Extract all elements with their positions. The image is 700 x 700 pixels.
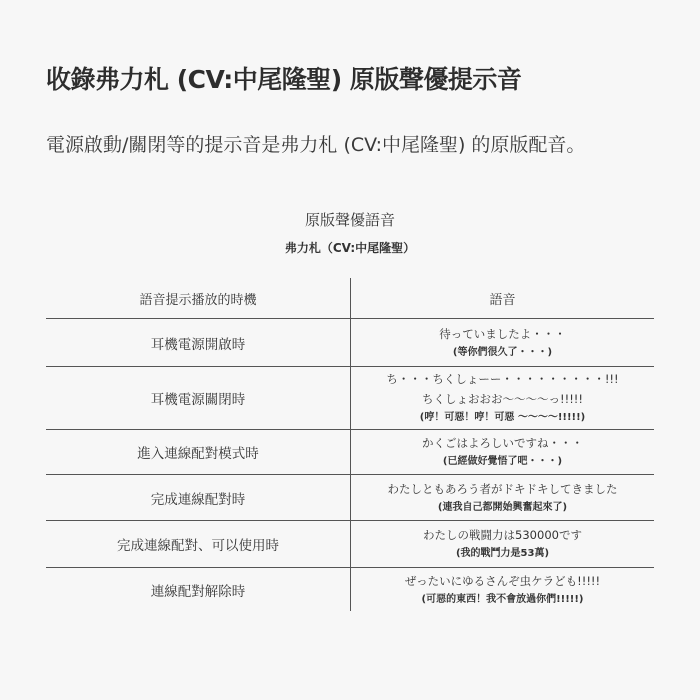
- table-row: [46, 475, 654, 521]
- table-row: [46, 568, 654, 612]
- table-row: [46, 521, 654, 568]
- voice-cell: [351, 475, 655, 521]
- voice-translation: (連我自己都開始興奮起來了): [437, 501, 568, 513]
- trigger-cell: 連線配對解除時: [46, 568, 351, 612]
- voice-japanese-line: わたしの戦闘力は530000です: [423, 528, 582, 542]
- voice-cell: [351, 568, 655, 612]
- voice-translation: (等你們很久了・・・): [452, 346, 553, 358]
- trigger-cell: 耳機電源開啟時: [46, 319, 351, 367]
- voice-cell: [351, 319, 655, 367]
- voice-japanese-line: 待っていましたよ・・・: [439, 326, 566, 341]
- table-subtitle: 弗力札（CV:中尾隆聖）: [284, 241, 416, 255]
- trigger-cell: 完成連線配對時: [46, 475, 351, 521]
- voice-japanese-line: わたしともあろう者がドキドキしてきました: [387, 481, 618, 496]
- voice-japanese-line: ちくしょおおお〜〜〜〜っ!!!!!: [421, 392, 584, 406]
- trigger-cell: 完成連線配對、可以使用時: [46, 521, 351, 568]
- table-row: [46, 319, 654, 367]
- table-title: 原版聲優語音: [304, 211, 395, 229]
- voice-cell: [351, 430, 655, 475]
- voice-cell: [351, 521, 655, 568]
- header-trigger: 語音提示播放的時機: [46, 278, 351, 319]
- trigger-cell: 進入連線配對模式時: [46, 430, 351, 475]
- voice-translation: (哼！可惡！哼！可惡 〜〜〜〜!!!!!): [419, 412, 586, 423]
- voice-japanese-line: ぜったいにゆるさんぞ虫ケラども!!!!!: [404, 573, 601, 588]
- table-row: [46, 367, 654, 430]
- trigger-cell: 耳機電源關閉時: [46, 367, 351, 430]
- voice-translation: (可惡的東西！我不會放過你們!!!!!): [421, 593, 584, 605]
- voice-translation: (已經做好覺悟了吧・・・): [442, 456, 563, 467]
- voice-japanese-line: かくごはよろしいですね・・・: [422, 436, 583, 450]
- table-header-row: [46, 278, 654, 319]
- table-row: [46, 430, 654, 475]
- voice-cell: [351, 367, 655, 430]
- header-voice: 語音: [351, 278, 655, 319]
- page-heading: 收錄弗力札 (CV:中尾隆聖) 原版聲優提示音: [46, 65, 522, 94]
- voice-translation: (我的戰鬥力是53萬): [455, 548, 550, 559]
- voice-table: [46, 278, 654, 611]
- intro-text: 電源啟動/關閉等的提示音是弗力札 (CV:中尾隆聖) 的原版配音。: [46, 134, 586, 156]
- voice-japanese-line: ち・・・ちくしょーー・・・・・・・・・!!!: [386, 372, 619, 386]
